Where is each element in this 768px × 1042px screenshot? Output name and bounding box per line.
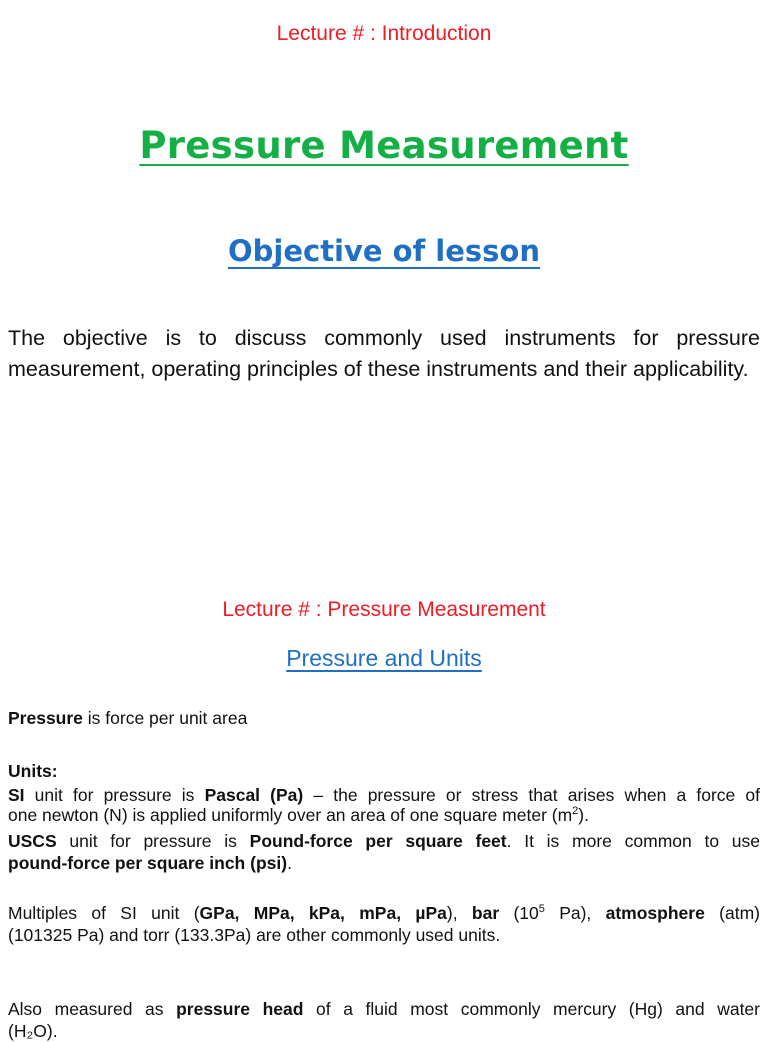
head-text-1: Also measured as xyxy=(8,999,177,1019)
si-term: SI xyxy=(8,785,25,805)
pressure-definition xyxy=(8,707,760,729)
units-label-text: Units: xyxy=(8,761,58,781)
multiples-line-2: (101325 Pa) and torr (133.3Pa) are other commonly used units. xyxy=(8,925,501,945)
units-label xyxy=(8,760,760,782)
pascal-term: Pascal (Pa) xyxy=(204,785,304,805)
uscs-unit-paragraph xyxy=(8,830,760,874)
lecture-label-intro: Lecture # : Introduction xyxy=(276,22,492,45)
pressure-definition-text: is force per unit area xyxy=(82,708,248,728)
multiples-text-4: Pa), xyxy=(544,903,606,923)
uscs-bold-1: Pound-force per square feet xyxy=(249,831,507,851)
section-heading xyxy=(0,645,768,672)
section-heading-text: Pressure and Units xyxy=(286,645,482,671)
page-title xyxy=(0,124,768,167)
si-text-1: unit for pressure is xyxy=(24,785,205,805)
multiples-text-2: ), xyxy=(446,903,472,923)
pressure-term: Pressure xyxy=(8,708,83,728)
uscs-bold-2: pound-force per square inch (psi) xyxy=(8,853,288,873)
si-text-end: ). xyxy=(578,805,589,825)
pressure-head-paragraph xyxy=(8,998,760,1042)
bar-term: bar xyxy=(471,903,500,923)
page-title-text: Pressure Measurement xyxy=(139,124,629,167)
multiples-text-1: Multiples of SI unit ( xyxy=(8,903,200,923)
head-line-2: (H₂O). xyxy=(8,1021,58,1041)
uscs-text-1: unit for pressure is xyxy=(56,831,250,851)
uscs-line-2 xyxy=(8,852,760,874)
objective-paragraph: The objective is to discuss commonly used instruments for pressure measurement, operating principles of these instruments and their applicability. xyxy=(8,326,760,381)
bar-superscript: 5 xyxy=(538,903,545,916)
objective-heading-text: Objective of lesson xyxy=(227,234,541,268)
atmosphere-term: atmosphere xyxy=(605,903,705,923)
si-line-2 xyxy=(8,806,760,825)
si-text-2: – the pressure or stress that arises when a force of xyxy=(303,785,761,805)
uscs-text-end: . xyxy=(287,853,292,873)
multiples-text-3: (10 xyxy=(499,903,539,923)
lecture-label-pressure: Lecture # : Pressure Measurement xyxy=(222,598,546,621)
pressure-head-term: pressure head xyxy=(176,999,304,1019)
multiples-units: GPa, MPa, kPa, mPa, µPa xyxy=(199,903,447,923)
si-text-3: one newton (N) is applied uniformly over an area of one square meter (m xyxy=(8,805,573,825)
head-text-2: of a fluid most commonly mercury (Hg) and water xyxy=(303,999,760,1019)
multiples-text-5: (atm) xyxy=(704,903,760,923)
si-unit-paragraph xyxy=(8,784,760,825)
uscs-line-1 xyxy=(8,830,760,852)
uscs-term: USCS xyxy=(8,831,57,851)
head-line-1 xyxy=(8,998,760,1020)
objective-heading xyxy=(0,234,768,268)
si-line-1 xyxy=(8,784,760,806)
si-superscript: 2 xyxy=(572,805,579,818)
multiples-paragraph xyxy=(8,902,760,946)
uscs-text-2: . It is more common to use xyxy=(506,831,761,851)
multiples-line-1 xyxy=(8,902,760,924)
